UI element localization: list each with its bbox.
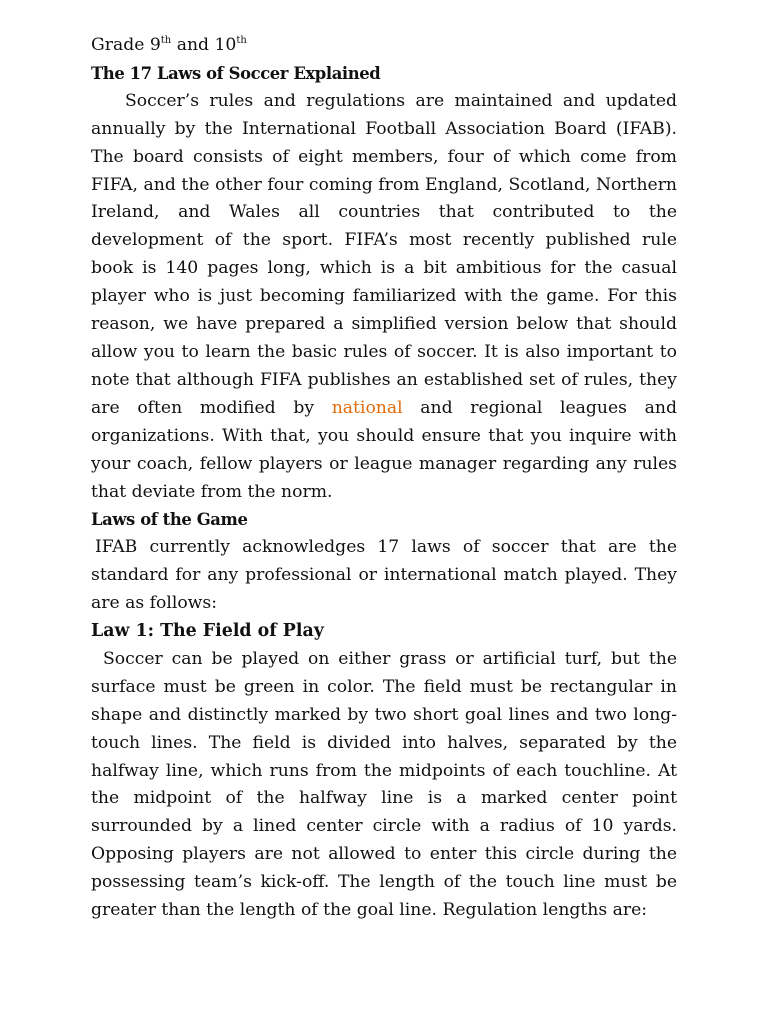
intro-paragraph	[91, 88, 677, 507]
grade-superscript-1: th	[160, 35, 172, 46]
grade-superscript-2: th	[236, 35, 247, 46]
intro-text-end: and regional leagues and organizations. With that, you should ensure that you inquire with your coach, fellow players or league manager regarding any rules that deviate from the norm.	[91, 397, 677, 502]
document-page	[91, 32, 677, 925]
grade-middle: and 10	[171, 35, 237, 55]
laws-intro-paragraph: IFAB currently acknowledges 17 laws of soccer that are the standard for any professional or international match played. They are as follows:	[91, 537, 677, 614]
document-title: The 17 Laws of Soccer Explained	[91, 63, 381, 83]
grade-line	[91, 32, 677, 60]
law-1-paragraph: Soccer can be played on either grass or artificial turf, but the surface must be green in color. The field must be rectangular in shape and distinctly marked by two short goal lines and two long-touch lines. The field is divided into halves, separated by the halfway line, which runs from the midpoints of each touchline. At the midpoint of the halfway line is a marked center point surrounded by a lined center circle with a radius of 10 yards. Opposing players are not allowed to enter this circle during the possessing team’s kick-off. The length of the touch line must be greater than the length of the goal line. Regulation lengths are:	[91, 648, 677, 921]
laws-of-the-game-heading: Laws of the Game	[91, 510, 248, 530]
grade-prefix: Grade 9	[91, 35, 161, 55]
law-1-heading: Law 1: The Field of Play	[91, 621, 324, 642]
national-link[interactable]: national	[331, 397, 403, 418]
intro-text-start: Soccer’s rules and regulations are maintained and updated annually by the International Football Association Board (IFAB). The board consists of eight members, four of which come from FIFA, and the other four coming from England, Scotland, Northern Ireland, and Wales all countries that contributed to the development of the sport. FIFA’s most recently published rule book is 140 pages long, which is a bit ambitious for the casual player who is just becoming familiarized with the game. For this reason, we have prepared a simplified version below that should allow you to learn the basic rules of soccer. It is also important to note that although FIFA publishes an established set of rules, they are often modified by	[91, 90, 677, 418]
